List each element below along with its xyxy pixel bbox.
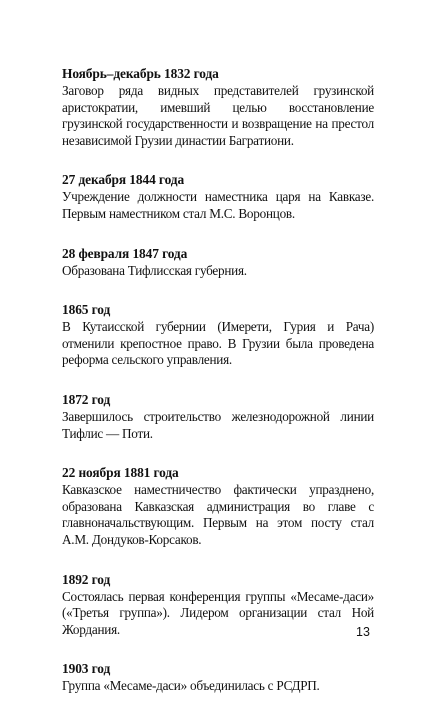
chronology-list: [62, 64, 374, 716]
chronology-entry: [62, 300, 374, 369]
entry-text: Заговор ряда видных представителей грузинской аристократии, имевший целью восстановление грузинской государственности и возвращение на престол независимой Грузии династии Багратиони.: [62, 83, 374, 148]
entry-date: 1865 год: [62, 302, 111, 318]
entry-text: Завершилось строительство железнодорожной линии Тифлис — Поти.: [62, 408, 374, 441]
entry-date: 1892 год: [62, 571, 111, 587]
chronology-entry: [62, 170, 374, 222]
entry-text: Образована Тифлисская губерния.: [62, 262, 247, 278]
entry-date: Ноябрь–декабрь 1832 года: [62, 66, 219, 81]
chronology-entry: [62, 463, 374, 548]
chronology-entry: [62, 244, 374, 280]
chronology-entry: [62, 570, 374, 639]
entry-text: Кавказское наместничество фактически упразднено, образована Кавказская администрация во главе с главноначальствующим. Первым на этом посту стал А.М. Дондуков-Корсаков.: [62, 482, 374, 547]
entry-date: 27 декабря 1844 года: [62, 172, 185, 188]
chronology-entry: [62, 64, 374, 149]
entry-text: Учреждение должности наместника царя на Кавказе. Первым наместником стал М.С. Воронцов.: [62, 189, 374, 221]
page-number: 13: [356, 625, 370, 639]
entry-date: 1903 год: [62, 661, 111, 677]
entry-text: В Кутаисской губернии (Имерети, Гурия и Рача) отменили крепостное право. В Грузии была проведена реформа сельского управления.: [62, 319, 374, 368]
entry-date: 22 ноября 1881 года: [62, 465, 179, 481]
entry-date: 28 февраля 1847 года: [62, 245, 188, 261]
chronology-entry: [62, 659, 374, 695]
chronology-entry: [62, 390, 374, 442]
entry-text: Состоялась первая конференция группы «Месаме-даси» («Третья группа»). Лидером организации стал Ной Жордания.: [62, 588, 374, 637]
entry-text: Группа «Месаме-даси» объединилась с РСДРП.: [62, 678, 320, 694]
entry-date: 1872 год: [62, 391, 111, 407]
